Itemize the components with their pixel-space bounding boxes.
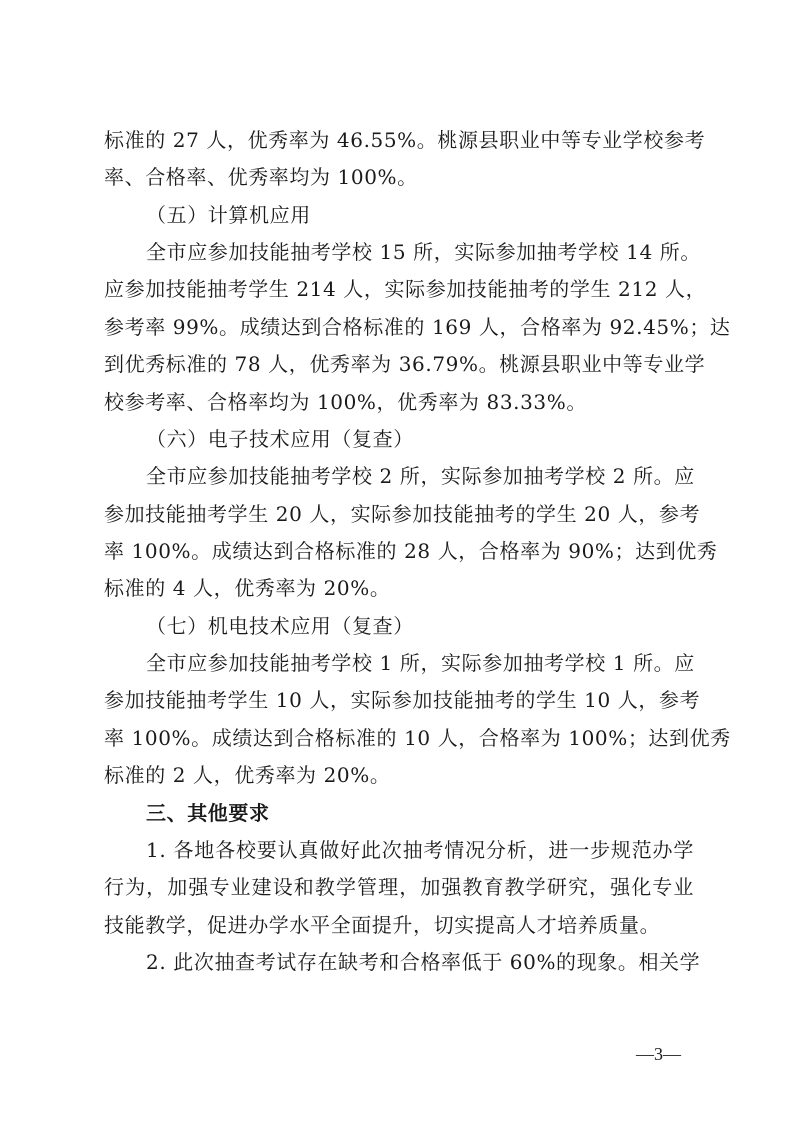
paragraph-line: 全市应参加技能抽考学校 1 所，实际参加抽考学校 1 所。应 bbox=[146, 651, 695, 675]
paragraph-line: 参加技能抽考学生 10 人，实际参加技能抽考的学生 10 人，参考 bbox=[104, 688, 701, 712]
paragraph-line: 校参考率、合格率均为 100%，优秀率为 83.33%。 bbox=[104, 390, 587, 414]
paragraph-line: 标准的 27 人，优秀率为 46.55%。桃源县职业中等专业学校参考 bbox=[104, 128, 706, 152]
paragraph-line: 应参加技能抽考学生 214 人，实际参加技能抽考的学生 212 人， bbox=[104, 277, 707, 301]
paragraph-line: 率 100%。成绩达到合格标准的 28 人，合格率为 90%；达到优秀 bbox=[104, 539, 718, 563]
section-heading-electronics-application: （六）电子技术应用（复查） bbox=[146, 427, 414, 451]
paragraph-line: 全市应参加技能抽考学校 2 所，实际参加抽考学校 2 所。应 bbox=[146, 464, 695, 488]
paragraph-line: 行为，加强专业建设和教学管理，加强教育教学研究，强化专业 bbox=[104, 875, 694, 899]
paragraph-line: 参考率 99%。成绩达到合格标准的 169 人，合格率为 92.45%；达 bbox=[104, 315, 731, 339]
section-heading-other-requirements: 三、其他要求 bbox=[146, 801, 270, 825]
paragraph-line: 标准的 2 人，优秀率为 20%。 bbox=[104, 763, 391, 787]
paragraph-line: 标准的 4 人，优秀率为 20%。 bbox=[104, 576, 391, 600]
paragraph-line: 技能教学，促进办学水平全面提升，切实提高人才培养质量。 bbox=[104, 913, 661, 937]
paragraph-line: 2. 此次抽查考试存在缺考和合格率低于 60%的现象。相关学 bbox=[146, 950, 701, 974]
paragraph-line: 率 100%。成绩达到合格标准的 10 人，合格率为 100%；达到优秀 bbox=[104, 726, 731, 750]
paragraph-line: 到优秀标准的 78 人，优秀率为 36.79%。桃源县职业中等专业学 bbox=[104, 352, 706, 376]
paragraph-line: 全市应参加技能抽考学校 15 所，实际参加抽考学校 14 所。 bbox=[146, 240, 701, 264]
section-heading-electromechanical-application: （七）机电技术应用（复查） bbox=[146, 614, 414, 638]
paragraph-line: 参加技能抽考学生 20 人，实际参加技能抽考的学生 20 人，参考 bbox=[104, 502, 701, 526]
page-number: —3— bbox=[636, 1044, 681, 1064]
paragraph-line: 1. 各地各校要认真做好此次抽考情况分析，进一步规范办学 bbox=[146, 838, 694, 862]
section-heading-computer-application: （五）计算机应用 bbox=[146, 203, 311, 227]
paragraph-line: 率、合格率、优秀率均为 100%。 bbox=[104, 165, 418, 189]
